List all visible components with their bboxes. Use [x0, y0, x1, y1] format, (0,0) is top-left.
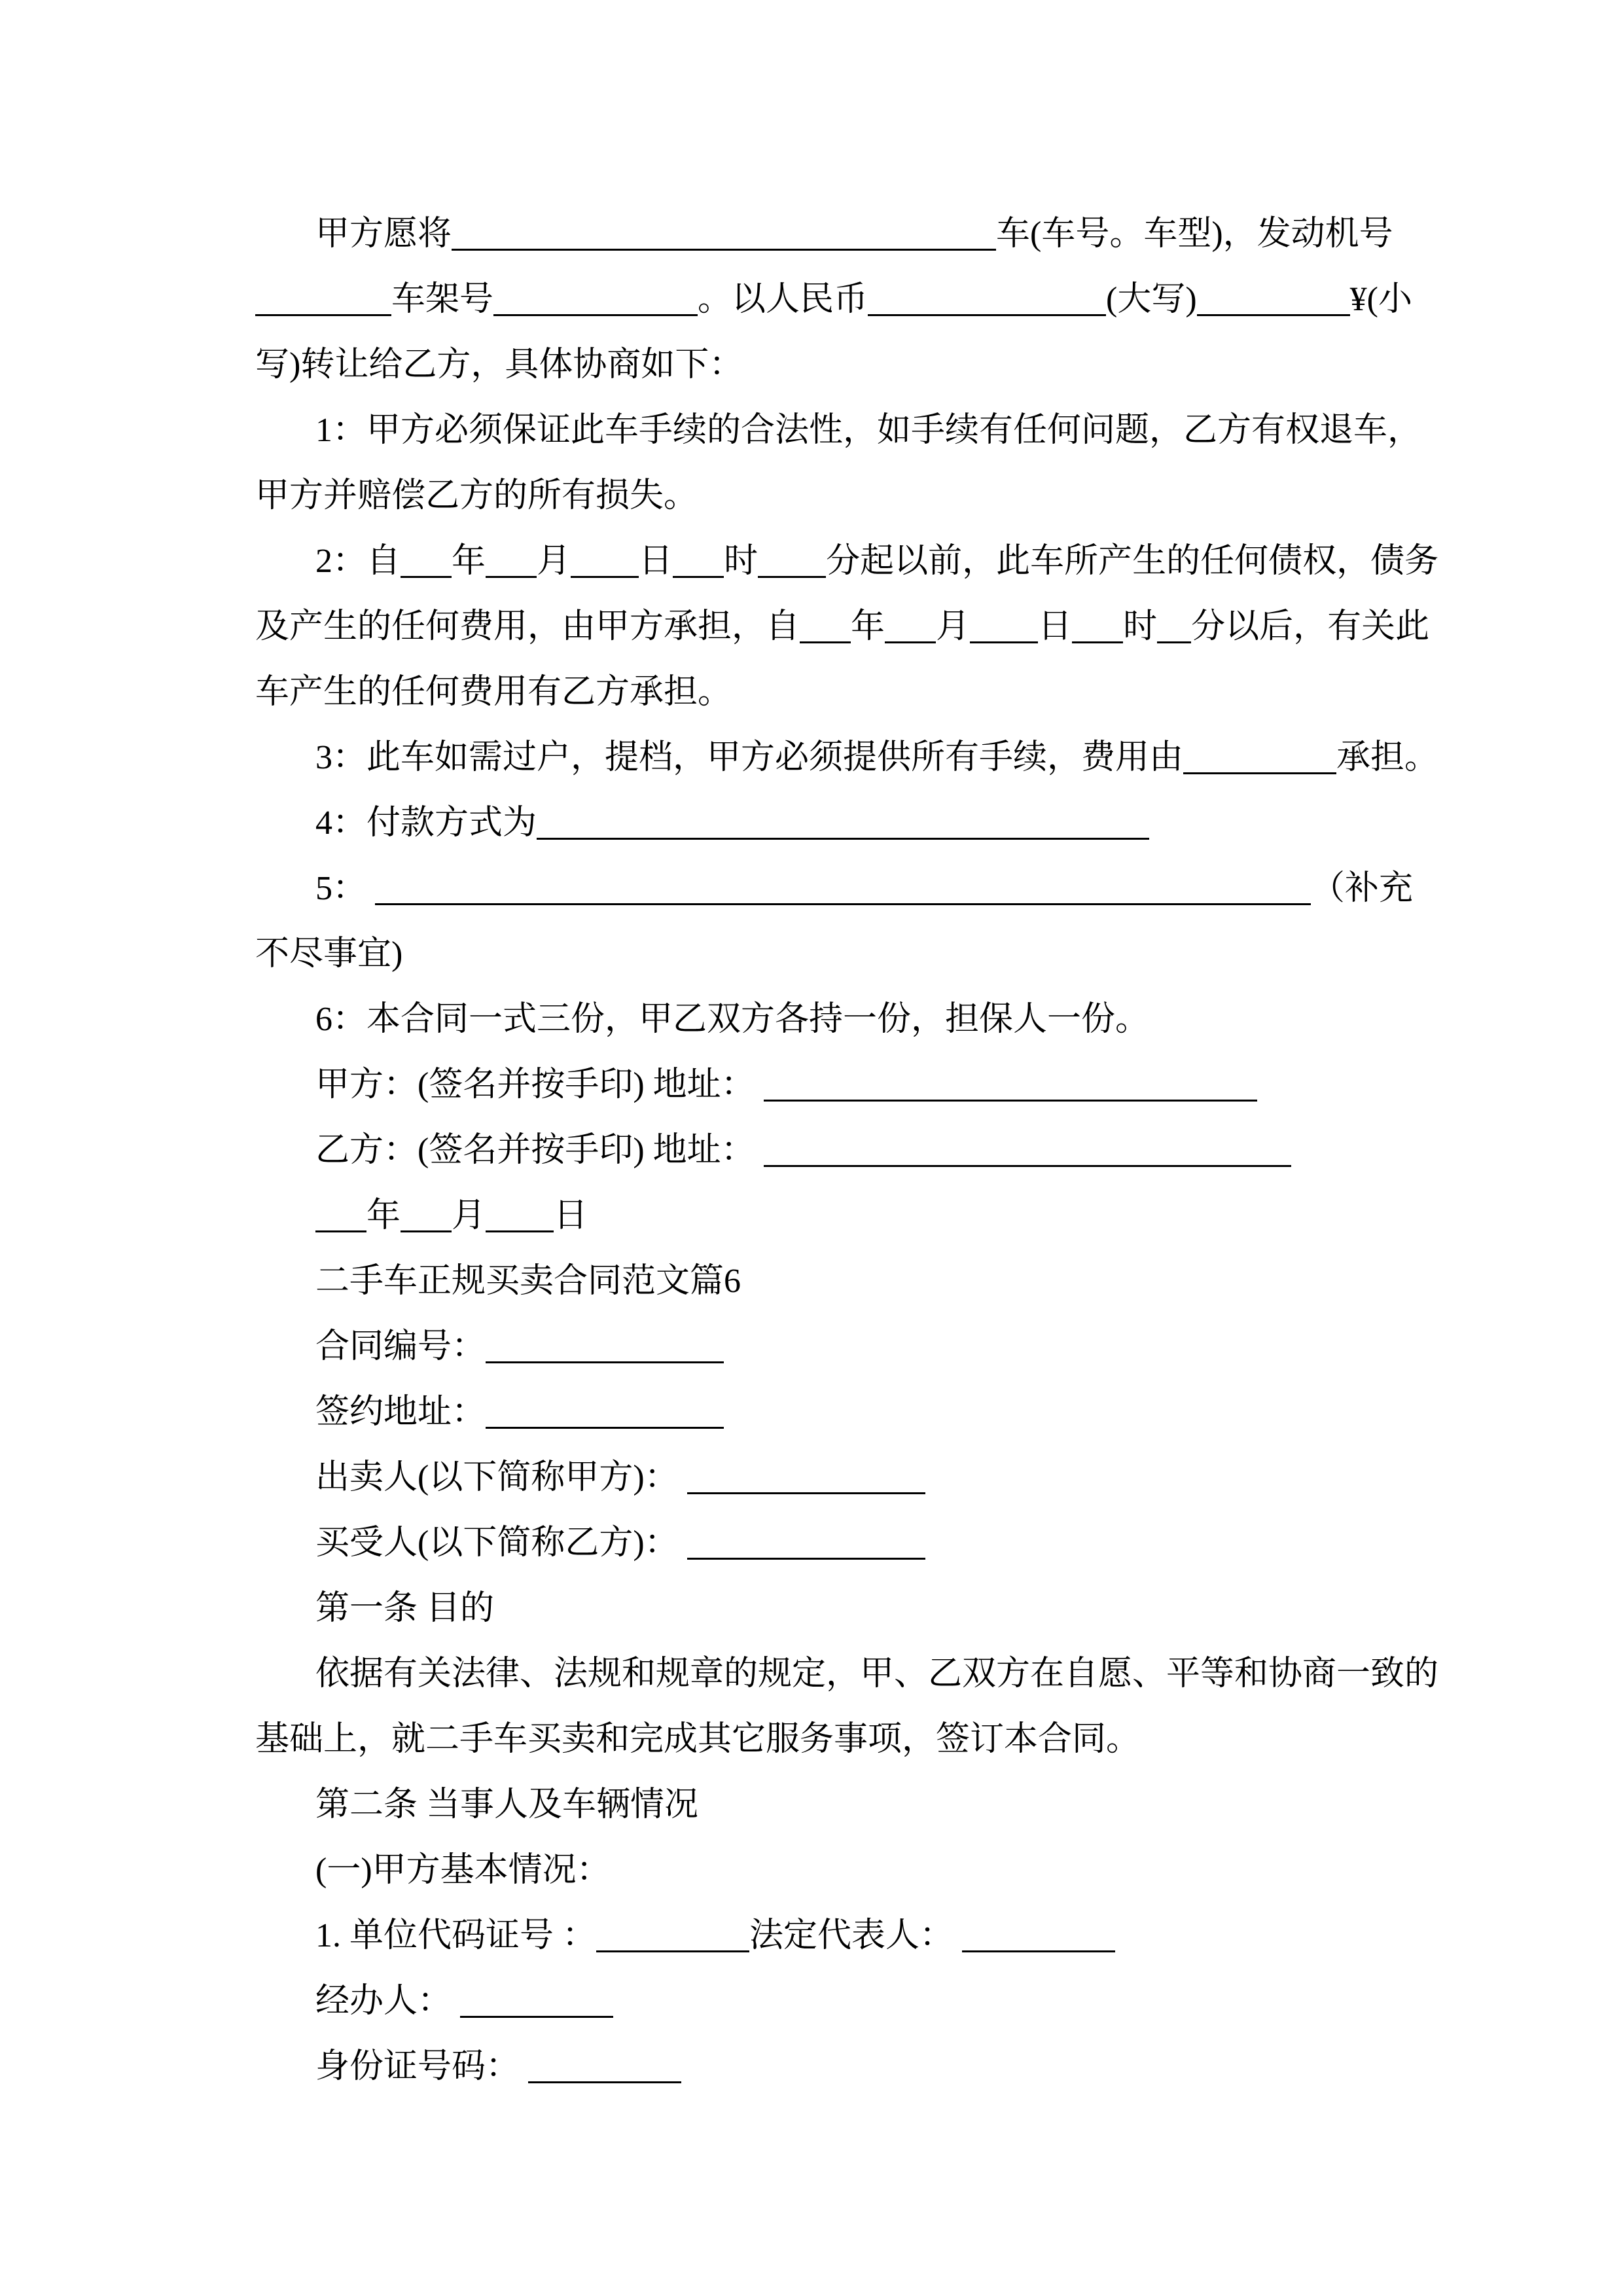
blank-underline: [800, 607, 851, 643]
text-line: [255, 856, 1414, 922]
blank-underline: [486, 1393, 724, 1429]
text-line: [255, 1183, 1407, 1249]
text-run: 第二条 当事人及车辆情况: [315, 1786, 699, 1823]
text-run: （补充: [1311, 870, 1414, 907]
blank-underline: [401, 1196, 452, 1232]
blank-underline: [764, 1131, 1291, 1167]
text-line: [255, 1576, 1407, 1641]
text-line: [255, 660, 1407, 725]
text-run: 月: [936, 608, 971, 645]
text-run: 及产生的任何费用，由甲方承担，自: [255, 608, 800, 645]
text-line: [255, 1641, 1439, 1707]
text-line: [255, 1707, 1407, 1772]
text-run: 年: [452, 543, 486, 580]
text-run: 5：: [315, 870, 376, 907]
text-run: 身份证号码：: [315, 2048, 529, 2085]
text-run: 法定代表人：: [749, 1917, 963, 1954]
text-run: 。以人民币: [698, 281, 868, 318]
text-run: 合同编号：: [315, 1328, 486, 1365]
blank-underline: [460, 1982, 613, 2018]
text-run: 日: [554, 1197, 588, 1234]
text-line: [255, 202, 1407, 267]
blank-underline: [452, 215, 996, 251]
text-line: [255, 725, 1439, 791]
blank-underline: [486, 1196, 554, 1232]
text-line: [255, 987, 1407, 1052]
text-line: [255, 1903, 1407, 1969]
text-run: 分以后，有关此: [1191, 608, 1430, 645]
blank-underline: [596, 1916, 749, 1952]
text-run: 1. 单位代码证号 ：: [315, 1917, 597, 1954]
text-line: [255, 922, 1407, 987]
text-run: 月: [452, 1197, 486, 1234]
text-line: [255, 267, 1412, 332]
text-line: [255, 1314, 1407, 1380]
text-run: 第一条 目的: [315, 1590, 495, 1627]
text-run: 乙方：(签名并按手印) 地址：: [315, 1132, 764, 1169]
blank-underline: [375, 869, 1311, 905]
blank-underline: [528, 2047, 681, 2083]
text-run: 日: [639, 543, 673, 580]
document-body: [255, 202, 1439, 2100]
blank-underline: [885, 607, 936, 643]
text-run: 签约地址：: [315, 1393, 486, 1431]
text-run: 车产生的任何费用有乙方承担。: [255, 673, 732, 711]
blank-underline: [1197, 280, 1350, 316]
blank-underline: [970, 607, 1038, 643]
text-run: 月: [537, 543, 571, 580]
text-run: 6：本合同一式三份，甲乙双方各持一份，担保人一份。: [315, 1001, 1150, 1038]
text-run: 甲方：(签名并按手印) 地址：: [315, 1066, 764, 1103]
blank-underline: [401, 542, 452, 578]
blank-underline: [493, 280, 698, 316]
text-run: 甲方并赔偿乙方的所有损失。: [255, 477, 698, 514]
blank-underline: [315, 1196, 366, 1232]
text-run: 车(车号。车型)，发动机号: [996, 215, 1393, 253]
text-run: 1：甲方必须保证此车手续的合法性，如手续有任何问题，乙方有权退车，: [315, 412, 1422, 449]
text-line: [255, 1969, 1407, 2034]
text-run: 2：自: [315, 543, 401, 580]
blank-underline: [486, 1327, 724, 1363]
text-run: 二手车正规买卖合同范文篇6: [315, 1263, 741, 1300]
blank-underline: [571, 542, 639, 578]
text-run: 时: [724, 543, 758, 580]
text-run: 写)转让给乙方，具体协商如下：: [255, 346, 743, 384]
text-line: [255, 398, 1422, 463]
text-run: 车架号: [391, 281, 494, 318]
text-run: 不尽事宜): [255, 935, 403, 973]
text-line: [255, 332, 1407, 398]
blank-underline: [255, 280, 391, 316]
text-run: 分起以前，此车所产生的任何债权，债务: [826, 543, 1439, 580]
text-line: [255, 1118, 1407, 1183]
blank-underline: [868, 280, 1106, 316]
text-run: 4：付款方式为: [315, 804, 537, 842]
text-run: (大写): [1106, 281, 1197, 318]
text-run: 甲方愿将: [315, 215, 452, 253]
text-run: 时: [1123, 608, 1158, 645]
text-line: [255, 529, 1439, 594]
text-run: 年: [366, 1197, 401, 1234]
text-run: 3：此车如需过户，提档，甲方必须提供所有手续，费用由: [315, 739, 1184, 776]
text-run: 基础上，就二手车买卖和完成其它服务事项，签订本合同。: [255, 1721, 1141, 1758]
text-line: [255, 1838, 1407, 1903]
text-line: [255, 1511, 1407, 1576]
blank-underline: [1157, 607, 1191, 643]
text-run: 年: [851, 608, 885, 645]
text-line: [255, 1445, 1407, 1511]
blank-underline: [687, 1524, 925, 1560]
text-run: 经办人：: [315, 1982, 461, 2020]
text-run: (一)甲方基本情况：: [315, 1852, 611, 1889]
blank-underline: [687, 1458, 925, 1494]
blank-underline: [758, 542, 826, 578]
section-title: [255, 1249, 1407, 1314]
text-run: 依据有关法律、法规和规章的规定，甲、乙双方在自愿、平等和协商一致的: [315, 1655, 1439, 1693]
text-line: [255, 1052, 1407, 1118]
blank-underline: [962, 1916, 1115, 1952]
text-line: [255, 1772, 1407, 1838]
blank-underline: [764, 1066, 1257, 1102]
text-run: 买受人(以下简称乙方)：: [315, 1524, 687, 1562]
blank-underline: [1072, 607, 1123, 643]
text-line: [255, 463, 1407, 529]
text-run: 出卖人(以下简称甲方)：: [315, 1459, 687, 1496]
blank-underline: [1183, 738, 1336, 774]
text-run: 承担。: [1336, 739, 1439, 776]
text-line: [255, 594, 1430, 660]
text-line: [255, 1380, 1407, 1445]
text-line: [255, 791, 1407, 856]
text-run: 日: [1038, 608, 1073, 645]
text-line: [255, 2034, 1407, 2100]
blank-underline: [673, 542, 724, 578]
blank-underline: [537, 804, 1149, 840]
blank-underline: [486, 542, 537, 578]
text-run: ¥(小: [1349, 281, 1412, 318]
